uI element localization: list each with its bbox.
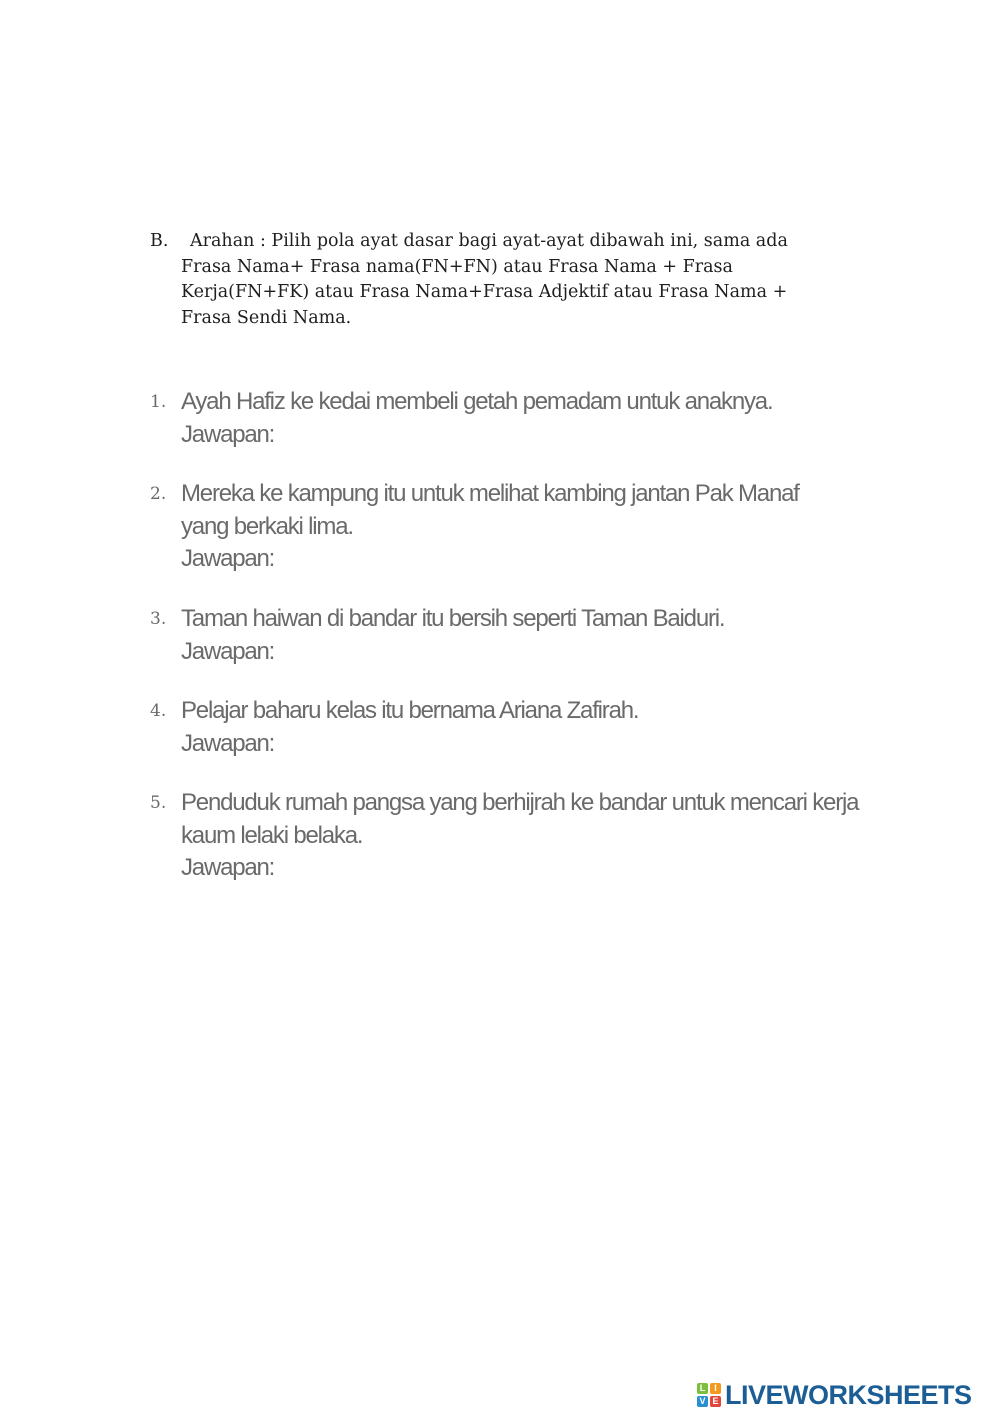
question-text: Mereka ke kampung itu untuk melihat kambing jantan Pak Manaf bbox=[181, 480, 799, 507]
question-number: 2. bbox=[150, 484, 167, 504]
question-body bbox=[181, 478, 799, 576]
question-number: 5. bbox=[150, 793, 167, 813]
question-text: Penduduk rumah pangsa yang berhijrah ke bandar untuk mencari kerja bbox=[181, 789, 859, 816]
question-number: 1. bbox=[150, 392, 167, 412]
question-number: 4. bbox=[150, 701, 167, 721]
question-text: Pelajar baharu kelas itu bernama Ariana Zafirah. bbox=[181, 697, 639, 724]
question-body bbox=[181, 603, 724, 668]
answer-label[interactable]: Jawapan: bbox=[181, 545, 275, 572]
question-body bbox=[181, 695, 638, 760]
instruction-line: Kerja(FN+FK) atau Frasa Nama+Frasa Adjektif atau Frasa Nama + bbox=[181, 282, 788, 302]
answer-label[interactable]: Jawapan: bbox=[181, 420, 275, 448]
instruction-line: Frasa Sendi Nama. bbox=[181, 307, 352, 328]
question-text: yang berkaki lima. bbox=[181, 512, 353, 540]
question-body bbox=[181, 386, 772, 451]
logo-mark-square: L bbox=[697, 1383, 708, 1394]
logo-mark-square: I bbox=[710, 1383, 721, 1394]
logo-mark-square: V bbox=[697, 1396, 708, 1407]
instruction-block bbox=[150, 229, 870, 331]
logo-mark-square: E bbox=[710, 1396, 721, 1407]
logo-mark-icon bbox=[697, 1383, 721, 1407]
question-text: Ayah Hafiz ke kedai membeli getah pemadam untuk anaknya. bbox=[181, 388, 773, 415]
question-text: Taman haiwan di bandar itu bersih seperti Taman Baiduri. bbox=[181, 605, 725, 632]
question-number: 3. bbox=[150, 609, 167, 629]
question-body bbox=[181, 787, 858, 885]
answer-label[interactable]: Jawapan: bbox=[181, 729, 275, 757]
logo-text: LIVEWORKSHEETS bbox=[725, 1379, 972, 1410]
section-letter: B. bbox=[150, 231, 169, 251]
instruction-line: Frasa Nama+ Frasa nama(FN+FN) atau Frasa Nama + Frasa bbox=[181, 256, 733, 277]
question-text: kaum lelaki belaka. bbox=[181, 821, 363, 849]
instruction-line: Arahan : Pilih pola ayat dasar bagi ayat-ayat dibawah ini, sama ada bbox=[190, 231, 788, 251]
answer-label[interactable]: Jawapan: bbox=[181, 637, 275, 665]
answer-label[interactable]: Jawapan: bbox=[181, 854, 275, 881]
liveworksheets-logo bbox=[697, 1379, 972, 1411]
